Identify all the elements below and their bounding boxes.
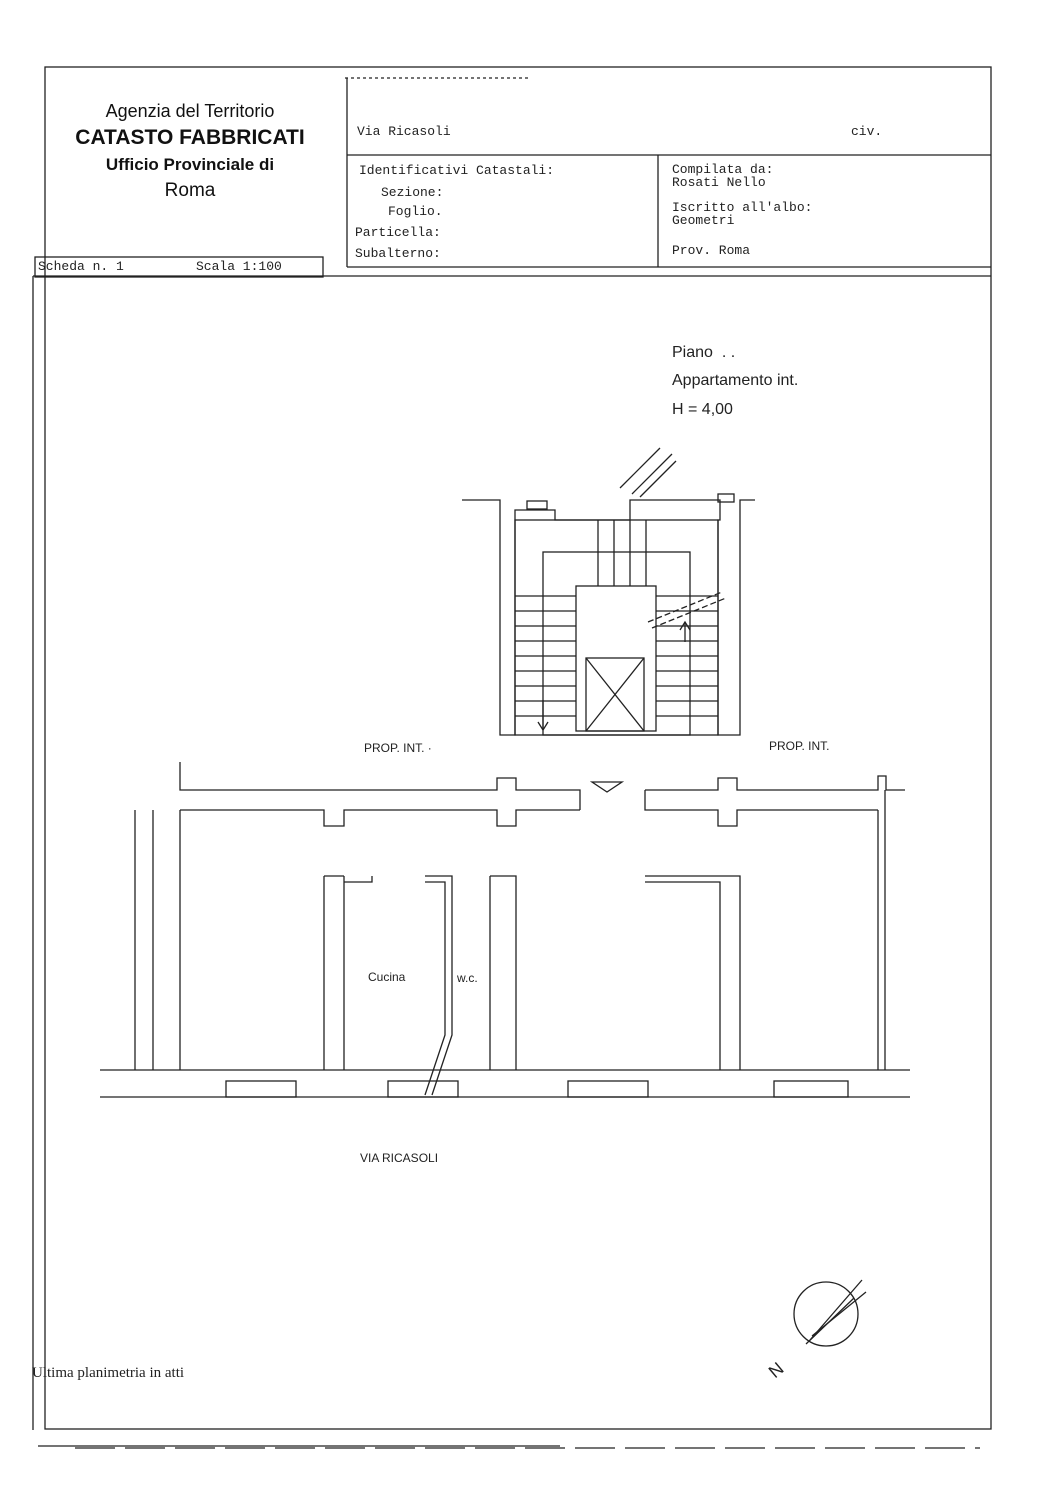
albo-value: Geometri — [672, 213, 735, 228]
north-label: N — [764, 1358, 788, 1382]
north-compass — [794, 1280, 866, 1346]
catasto-title: CATASTO FABBRICATI — [75, 126, 305, 149]
room-cucina: Cucina — [368, 970, 406, 984]
prov-label: Prov. Roma — [672, 243, 751, 258]
appartamento-label: Appartamento int. — [672, 372, 799, 389]
subalterno-label: Subalterno: — [355, 246, 441, 261]
piano-label: Piano . . — [672, 344, 736, 361]
particella-label: Particella: — [355, 225, 441, 240]
stairwell — [462, 448, 755, 735]
footer-note: Ultima planimetria in atti — [32, 1365, 185, 1381]
scheda-number: Scheda n. 1 — [38, 259, 124, 274]
prop-int-right: PROP. INT. — [769, 739, 830, 753]
prop-int-left: PROP. INT. · — [364, 741, 432, 755]
ufficio-label: Ufficio Provinciale di — [105, 155, 275, 174]
scheda-scale: Scala 1:100 — [196, 259, 282, 274]
apartment-walls — [100, 762, 910, 1097]
foglio-label: Foglio. — [388, 204, 443, 219]
address-street: Via Ricasoli — [357, 124, 451, 139]
identificativi-title: Identificativi Catastali: — [359, 163, 555, 178]
height-label: H = 4,00 — [672, 401, 733, 418]
city-name: Roma — [164, 180, 216, 201]
street-label: VIA RICASOLI — [360, 1151, 439, 1165]
compilata-label: Compilata da: — [672, 162, 774, 177]
address-civ: civ. — [851, 124, 883, 139]
room-wc: w.c. — [457, 971, 478, 985]
agency-name: Agenzia del Territorio — [105, 101, 275, 121]
albo-label: Iscritto all'albo: — [672, 200, 813, 215]
outer-frame — [45, 67, 991, 1429]
entrance-marker — [592, 782, 622, 792]
compilata-name: Rosati Nello — [672, 175, 766, 190]
sezione-label: Sezione: — [381, 185, 444, 200]
